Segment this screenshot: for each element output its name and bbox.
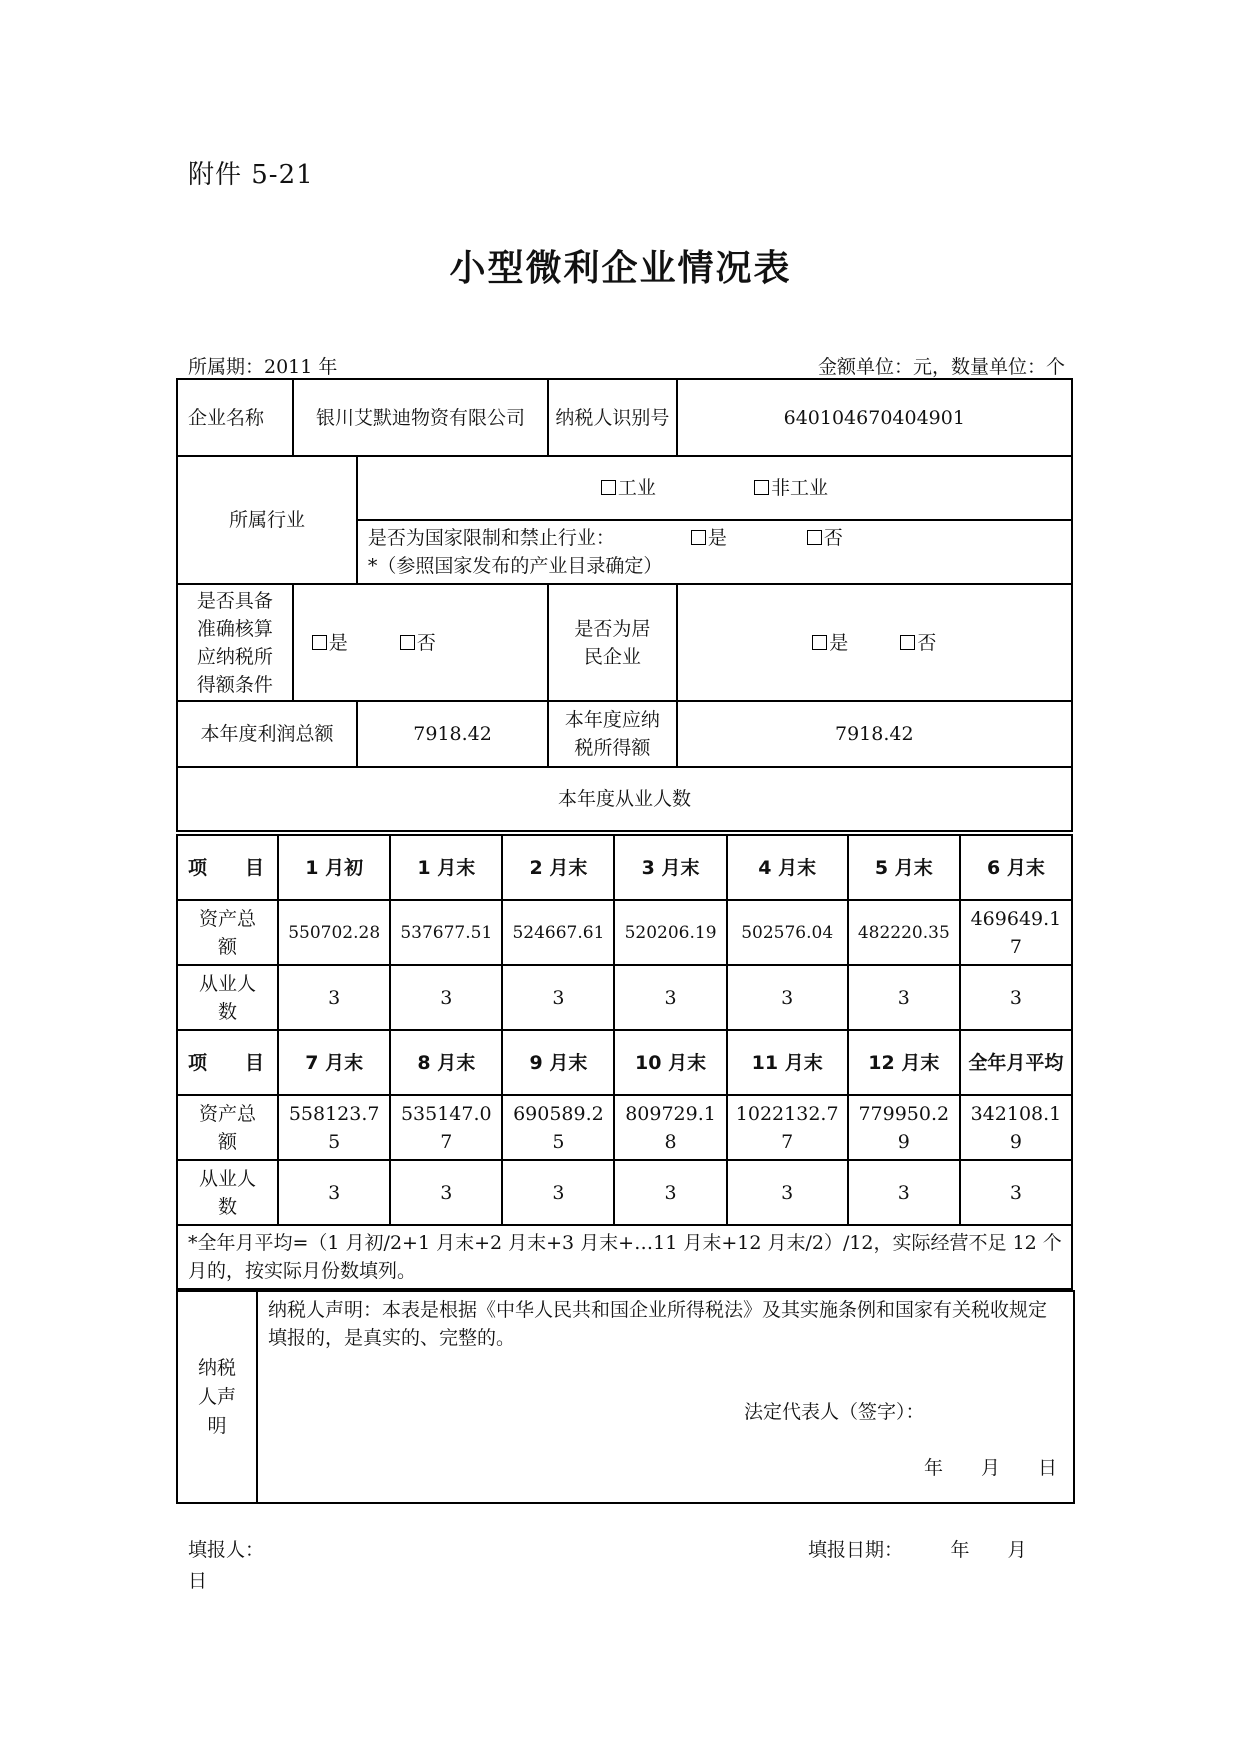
month-header: 3 月末: [614, 835, 726, 900]
block2-assets-row: [177, 1095, 1072, 1160]
staff-cell: 3: [614, 1160, 726, 1225]
month-header: 9 月末: [502, 1030, 614, 1095]
taxable-income-value: 7918.42: [677, 701, 1072, 767]
staff-cell: 3: [502, 1160, 614, 1225]
signature-label: 法定代表人（签字）：: [744, 1401, 925, 1423]
declaration-table: [176, 1290, 1075, 1504]
profit-value: 7918.42: [357, 701, 548, 767]
assets-label: 资产总额: [177, 900, 278, 965]
nonindustrial-option-label: 非工业: [770, 477, 828, 499]
restricted-question: 是否为国家限制和禁止行业：: [367, 527, 615, 549]
month-header: 4 月末: [727, 835, 848, 900]
assets-label: 资产总额: [177, 1095, 278, 1160]
staff-cell: 3: [278, 1160, 390, 1225]
checkbox-icon[interactable]: [754, 480, 769, 495]
industry-options: [357, 456, 1072, 520]
company-name-value: 银川艾默迪物资有限公司: [293, 379, 549, 456]
staff-cell: 3: [390, 1160, 502, 1225]
sme-info-table: [176, 378, 1073, 832]
checkbox-icon[interactable]: [900, 635, 915, 650]
taxable-income-label: 本年度应纳税所得额: [548, 701, 676, 767]
taxid-value: 640104670404901: [677, 379, 1072, 456]
assets-cell: 469649.17: [960, 900, 1072, 965]
month-header: 11 月末: [727, 1030, 848, 1095]
average-note: *全年月平均=（1 月初/2+1 月末+2 月末+3 月末+…11 月末+12 月末/2）/12，实际经营不足 12 个月的，按实际月份数填列。: [177, 1225, 1072, 1289]
declaration-text: 纳税人声明：本表是根据《中华人民共和国企业所得税法》及其实施条例和国家有关税收规定填报的，是真实的、完整的。: [268, 1299, 1048, 1349]
month-header: 8 月末: [390, 1030, 502, 1095]
checkbox-icon[interactable]: [400, 635, 415, 650]
restricted-no-option[interactable]: [807, 524, 843, 552]
block1-header-row: [177, 835, 1072, 900]
assets-cell: 524667.61: [502, 900, 614, 965]
restricted-no-label: 否: [823, 527, 843, 549]
block2-header-row: [177, 1030, 1072, 1095]
block1-assets-row: [177, 900, 1072, 965]
checkbox-icon[interactable]: [812, 635, 827, 650]
accounting-no-option[interactable]: [400, 629, 436, 657]
staff-cell: 3: [848, 1160, 960, 1225]
fill-date-day: 日: [188, 1570, 208, 1592]
staff-label: 从业人数: [177, 965, 278, 1030]
annual-average-header: 全年月平均: [960, 1030, 1072, 1095]
fill-date-label: 填报日期： 年 月: [808, 1539, 1027, 1561]
assets-cell: 690589.25: [502, 1095, 614, 1160]
accounting-yes-option[interactable]: [312, 629, 348, 657]
industry-label: 所属行业: [177, 456, 357, 584]
period-label: 所属期：2011 年: [188, 356, 338, 378]
accounting-yes-label: 是: [328, 631, 348, 654]
month-header: 10 月末: [614, 1030, 726, 1095]
units-label: 金额单位：元，数量单位：个: [817, 356, 1065, 378]
month-header: 1 月初: [278, 835, 390, 900]
block1-staff-row: [177, 965, 1072, 1030]
restricted-yes-label: 是: [707, 527, 727, 549]
declaration-body: [257, 1291, 1074, 1503]
assets-cell: 482220.35: [848, 900, 960, 965]
resident-no-option[interactable]: [900, 629, 936, 657]
assets-cell: 520206.19: [614, 900, 726, 965]
accounting-no-label: 否: [416, 631, 436, 654]
assets-cell: 1022132.77: [727, 1095, 848, 1160]
month-header: 1 月末: [390, 835, 502, 900]
assets-cell: 502576.04: [727, 900, 848, 965]
staff-cell: 3: [727, 965, 848, 1030]
month-header: 12 月末: [848, 1030, 960, 1095]
block2-staff-row: [177, 1160, 1072, 1225]
assets-cell: 342108.19: [960, 1095, 1072, 1160]
assets-cell: 809729.18: [614, 1095, 726, 1160]
assets-cell: 558123.75: [278, 1095, 390, 1160]
staff-label: 从业人数: [177, 1160, 278, 1225]
checkbox-icon[interactable]: [312, 635, 327, 650]
staff-cell: 3: [614, 965, 726, 1030]
profit-label: 本年度利润总额: [177, 701, 357, 767]
staff-cell: 3: [960, 965, 1072, 1030]
staff-cell: 3: [390, 965, 502, 1030]
restricted-yes-option[interactable]: [691, 524, 727, 552]
declaration-label: 纳税人声明: [177, 1291, 257, 1503]
checkbox-icon[interactable]: [601, 480, 616, 495]
month-header: 5 月末: [848, 835, 960, 900]
staff-cell: 3: [960, 1160, 1072, 1225]
month-header: 7 月末: [278, 1030, 390, 1095]
item-header: 项 目: [177, 835, 278, 900]
accounting-label: 是否具备准确核算应纳税所得额条件: [177, 584, 293, 701]
resident-no-label: 否: [917, 631, 937, 654]
signature-date: 年 月 日: [923, 1457, 1057, 1479]
assets-cell: 550702.28: [278, 900, 390, 965]
staff-cell: 3: [278, 965, 390, 1030]
checkbox-icon[interactable]: [691, 530, 706, 545]
employees-section-title: 本年度从业人数: [177, 767, 1072, 831]
filler-label: 填报人：: [188, 1539, 265, 1561]
industrial-option[interactable]: [601, 474, 656, 502]
assets-cell: 537677.51: [390, 900, 502, 965]
restricted-industry-cell: [357, 520, 1072, 584]
staff-cell: 3: [502, 965, 614, 1030]
taxid-label: 纳税人识别号: [548, 379, 676, 456]
nonindustrial-option[interactable]: [754, 474, 828, 502]
form-title: 小型微利企业情况表: [449, 247, 792, 289]
checkbox-icon[interactable]: [807, 530, 822, 545]
assets-cell: 535147.07: [390, 1095, 502, 1160]
resident-yes-option[interactable]: [812, 629, 848, 657]
staff-cell: 3: [848, 965, 960, 1030]
industry-note: *（参照国家发布的产业目录确定）: [367, 555, 663, 577]
attachment-label: 附件 5-21: [188, 160, 314, 190]
item-header: 项 目: [177, 1030, 278, 1095]
resident-options: [677, 584, 1072, 701]
accounting-options: [293, 584, 549, 701]
assets-cell: 779950.29: [848, 1095, 960, 1160]
month-header: 2 月末: [502, 835, 614, 900]
company-name-label: 企业名称: [177, 379, 293, 456]
month-header: 6 月末: [960, 835, 1072, 900]
resident-yes-label: 是: [829, 631, 849, 654]
staff-cell: 3: [727, 1160, 848, 1225]
resident-label: 是否为居民企业: [548, 584, 676, 701]
monthly-table: [176, 834, 1073, 1290]
industrial-option-label: 工业: [617, 477, 656, 499]
